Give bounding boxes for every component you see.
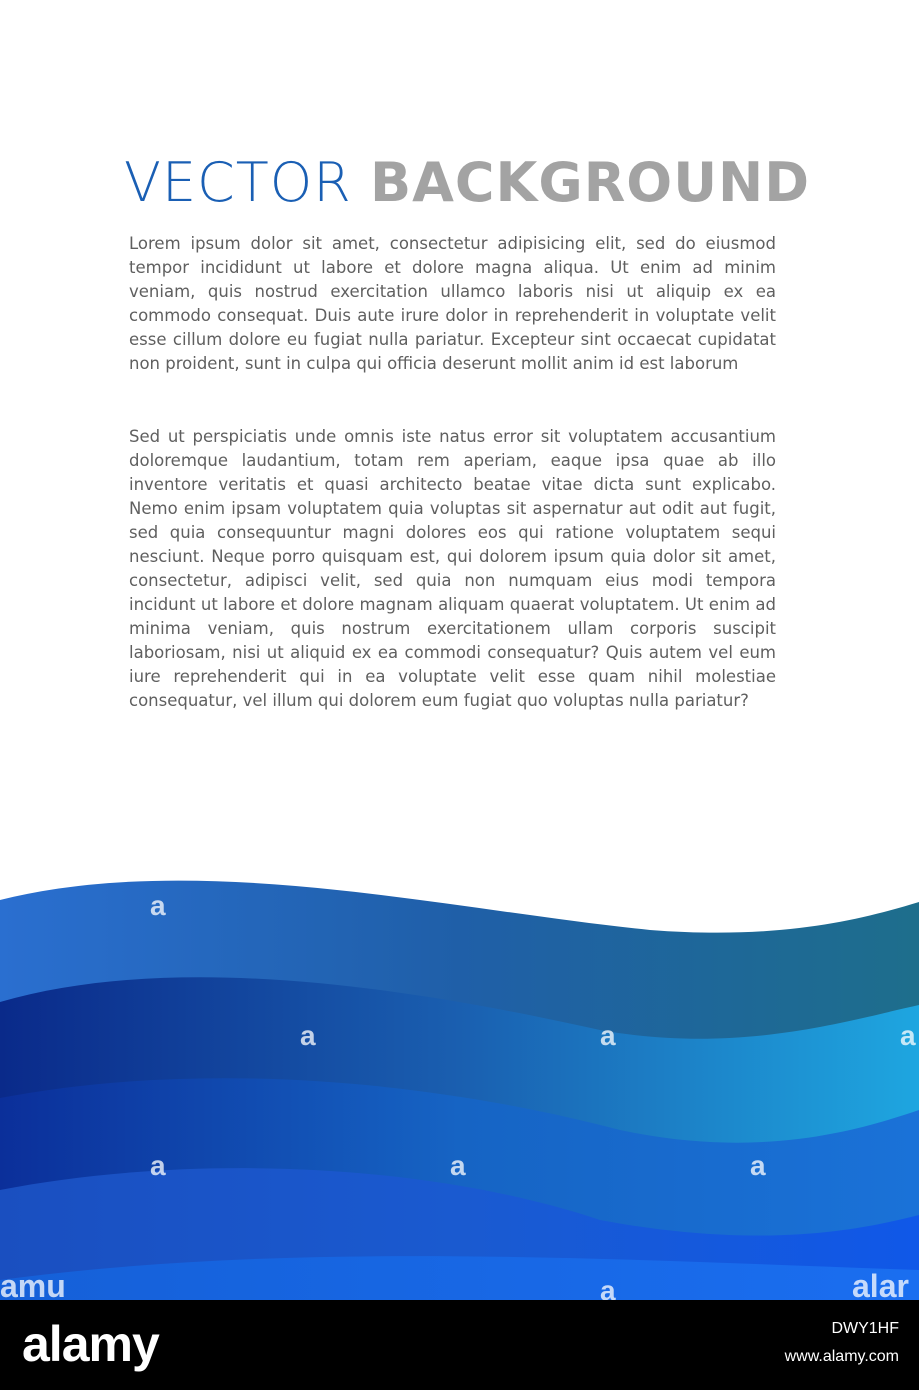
alamy-logo: alamy (22, 1316, 159, 1372)
image-id-label: DWY1HF (831, 1320, 899, 1337)
watermark-mark: a (150, 890, 166, 921)
watermark-mark: a (900, 1020, 916, 1051)
watermark-mark: a (450, 1150, 466, 1181)
title-bold-word: BACKGROUND (369, 151, 811, 214)
stock-footer-bar (0, 1300, 919, 1390)
watermark-mark: a (300, 1020, 316, 1051)
watermark-partial-right: alar (852, 1268, 909, 1300)
body-paragraph-2: Sed ut perspiciatis unde omnis iste natus error sit voluptatem accusantium doloremque laudantium, totam rem aperiam, eaque ipsa quae ab illo inventore veritatis et quasi architecto beatae vitae dicta sunt explicabo. Nemo enim ipsam voluptatem quia voluptas sit aspernatur aut odit aut fugit, sed quia consequuntur magni dolores eos qui ratione voluptatem sequi nesciunt. Neque porro quisquam est, qui dolorem ipsum quia dolor sit amet, consectetur, adipisci velit, sed quia non numquam eius modi tempora incidunt ut labore et dolore magnam aliquam quaerat voluptatem. Ut enim ad minima veniam, quis nostrum exercitationem ullam corporis suscipit laboriosam, nisi ut aliquid ex ea commodi consequatur? Quis autem vel eum iure reprehenderit qui in ea voluptate velit esse quam nihil molestiae consequatur, vel illum qui dolorem eum fugiat quo voluptas nulla pariatur? (129, 427, 776, 710)
blue-wave-graphic (0, 840, 919, 1300)
body-paragraph-1: Lorem ipsum dolor sit amet, consectetur adipisicing elit, sed do eiusmod tempor incididunt ut labore et dolore magna aliqua. Ut enim ad minim veniam, quis nostrud exercitation ullamco laboris nisi ut aliquip ex ea commodo consequat. Duis aute irure dolor in reprehenderit in voluptate velit esse cillum dolore eu fugiat nulla pariatur. Excepteur sint occaecat cupidatat non proident, sunt in culpa qui officia deserunt mollit anim id est laborum (129, 234, 776, 373)
watermark-mark: a (750, 1150, 766, 1181)
watermark-mark: a (150, 1150, 166, 1181)
page-title (124, 148, 810, 218)
footer-url-label: www.alamy.com (784, 1348, 899, 1365)
title-light-word: VECTOR (124, 151, 352, 214)
watermark-partial-left: amu (0, 1268, 66, 1300)
watermark-mark: a (600, 1020, 616, 1051)
watermark-mark: a (600, 1275, 616, 1300)
